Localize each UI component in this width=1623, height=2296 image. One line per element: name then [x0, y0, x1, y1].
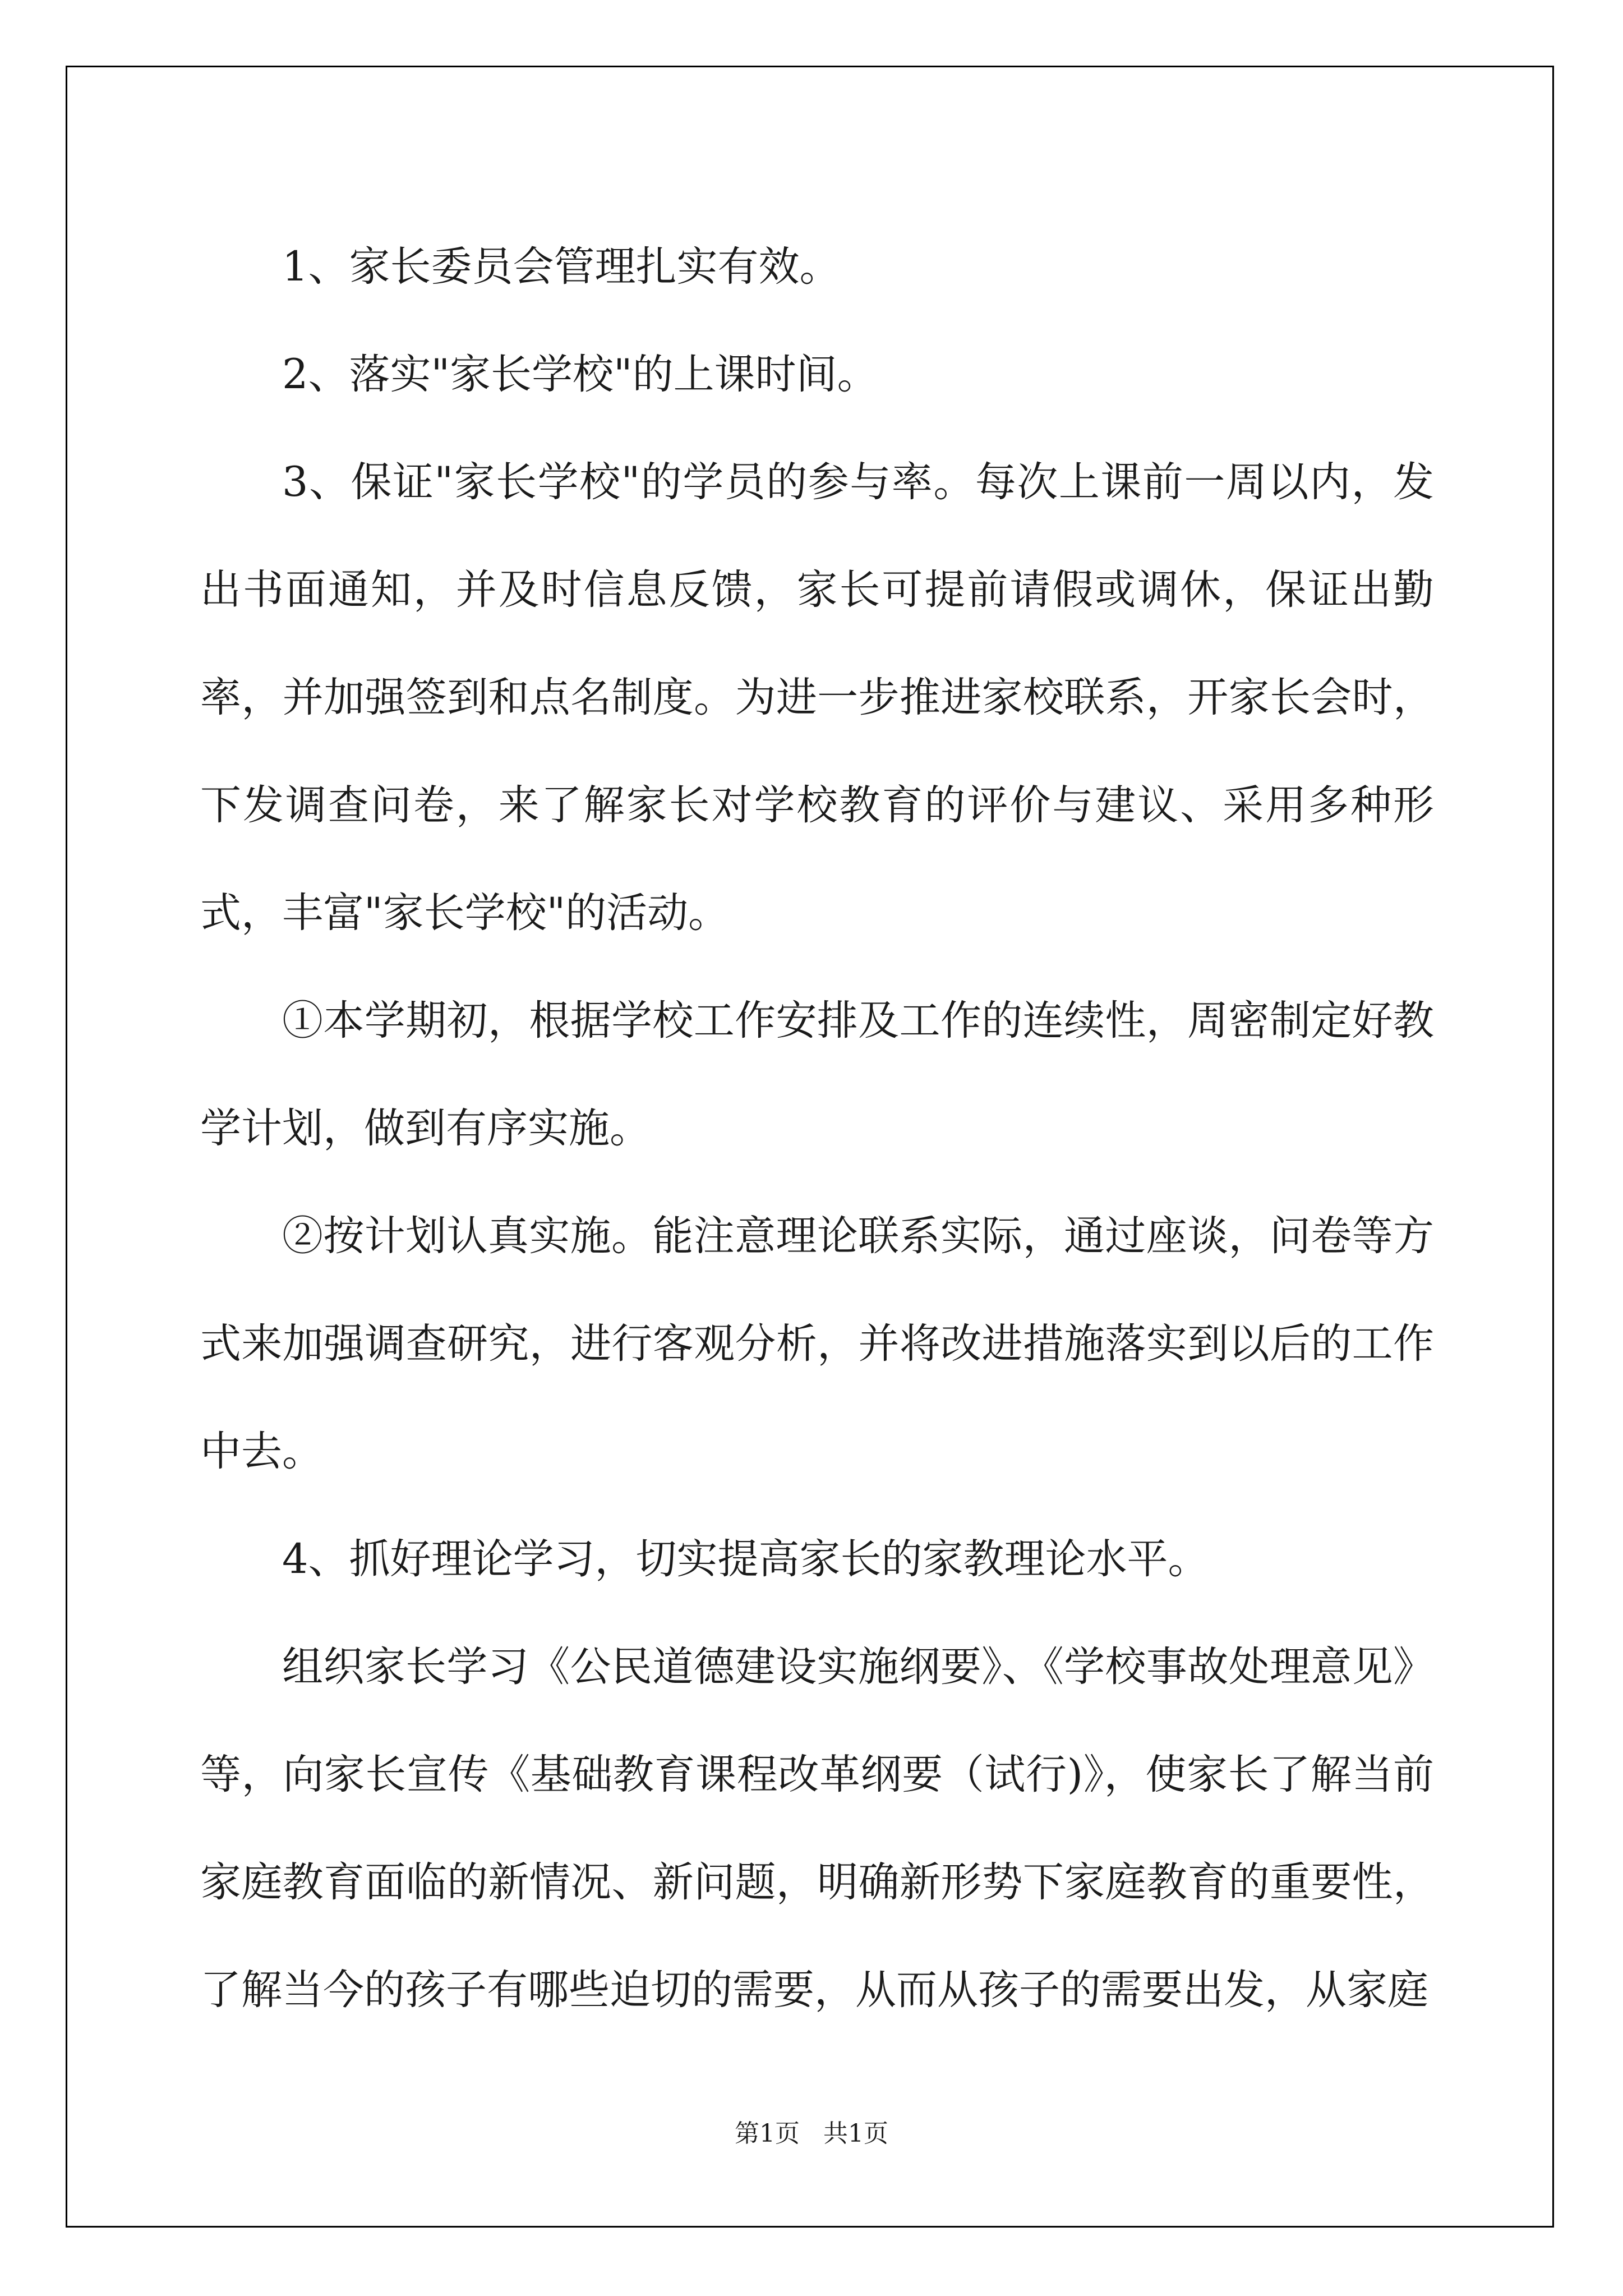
paragraph-7: 组织家长学习《公民道德建设实施纲要》、《学校事故处理意见》等，向家长宣传《基础教育课程改革纲要（试行)》，使家长了解当前家庭教育面临的新情况、新问题，明确新形势下家庭教育的重要性，了解当今的孩子有哪些迫切的需要，从而从孩子的需要出发，从家庭 — [200, 1643, 1434, 2014]
page-number: 第1页 — [735, 2119, 800, 2148]
paragraph-5: ②按计划认真实施。能注意理论联系实际，通过座谈，问卷等方式来加强调查研究，进行客观分析，并将改进措施落实到以后的工作中去。 — [200, 1212, 1434, 1475]
paragraph-1: 1、家长委员会管理扎实有效。 — [282, 243, 841, 291]
paragraph-3: 3、保证"家长学校"的学员的参与率。每次上课前一周以内，发出书面通知，并及时信息反馈，家长可提前请假或调休，保证出勤率，并加强签到和点名制度。为进一步推进家校联系，开家长会时，下发调查问卷，来了解家长对学校教育的评价与建议、采用多种形式，丰富"家长学校"的活动。 — [200, 458, 1434, 937]
footer-separator — [800, 2119, 823, 2148]
document-body — [200, 213, 1434, 2044]
page-total: 共1页 — [823, 2119, 888, 2148]
paragraph-4: ①本学期初，根据学校工作安排及工作的连续性，周密制定好教学计划，做到有序实施。 — [200, 997, 1434, 1152]
paragraph-6: 4、抓好理论学习，切实提高家长的家教理论水平。 — [282, 1535, 1209, 1583]
paragraph-2: 2、落实"家长学校"的上课时间。 — [282, 351, 878, 398]
page-footer — [0, 2117, 1623, 2151]
